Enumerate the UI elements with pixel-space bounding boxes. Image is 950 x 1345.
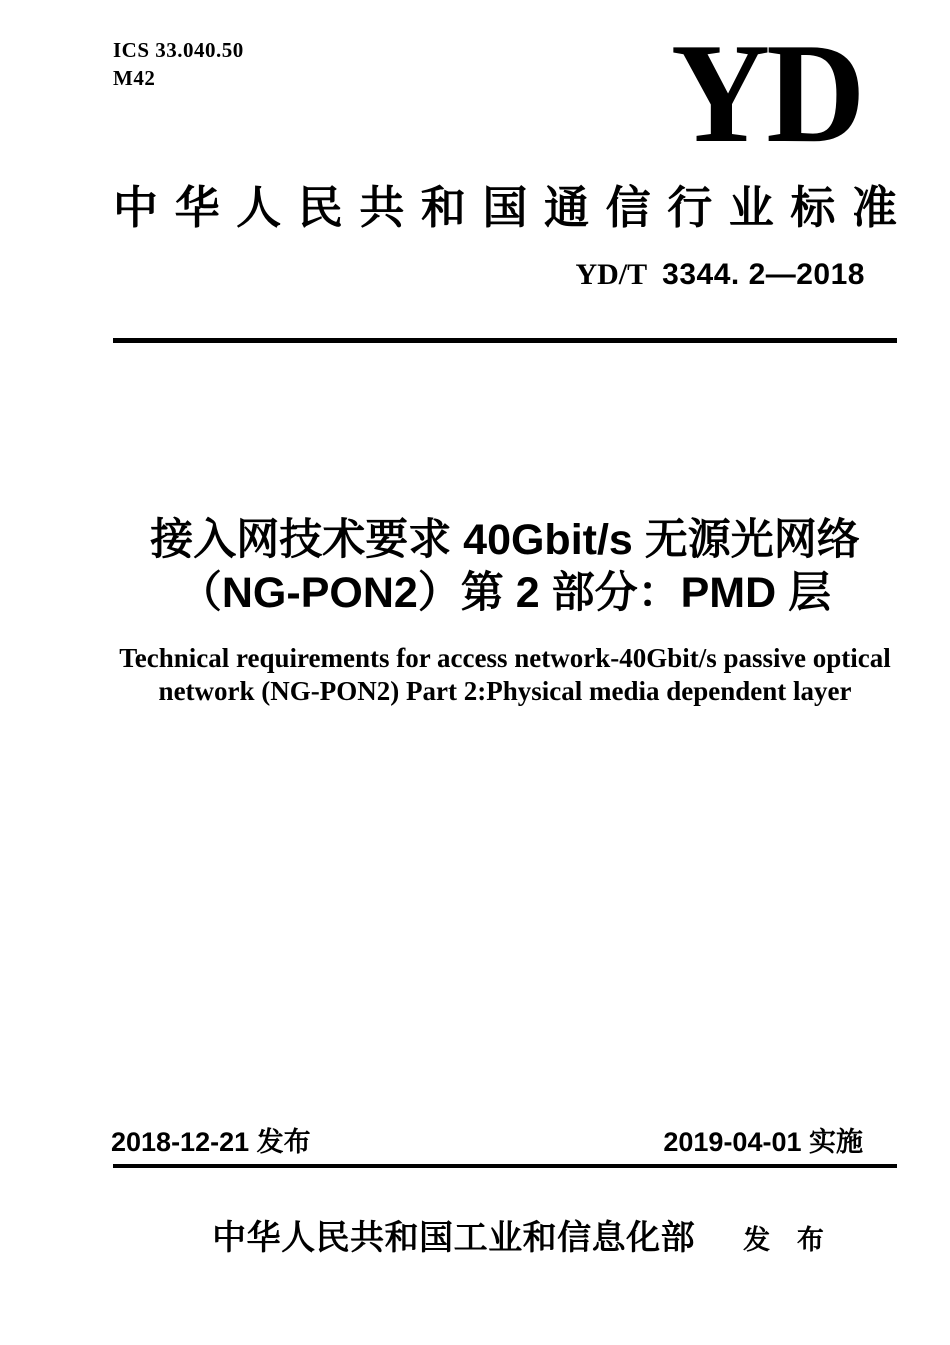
classification-code: M42 — [113, 66, 156, 90]
heading-char: 业 — [728, 182, 774, 233]
english-title-line2: network (NG-PON2) Part 2:Physical media dependent layer — [158, 676, 852, 706]
publisher-row — [131, 1218, 915, 1259]
heading-char: 人 — [236, 182, 282, 233]
heading-char: 华 — [174, 182, 220, 233]
publisher-name: 中华人民共和国工业和信息化部 — [212, 1220, 696, 1257]
chinese-title-line1: 接入网技术要求 40Gbit/s 无源光网络 — [150, 516, 860, 564]
heading-char: 和 — [420, 182, 466, 233]
heading-char: 通 — [544, 182, 590, 233]
publish-label: 发 布 — [743, 1225, 834, 1255]
national-standard-heading — [113, 184, 897, 234]
heading-char: 信 — [605, 182, 651, 233]
heading-char: 国 — [482, 182, 528, 233]
heading-char: 标 — [790, 182, 836, 233]
top-rule — [113, 338, 897, 343]
ics-code: ICS 33.040.50 — [113, 38, 244, 62]
issue-date: 2018-12-21 发布 — [111, 1127, 311, 1157]
heading-char: 民 — [297, 182, 343, 233]
bottom-rule — [113, 1164, 897, 1168]
heading-char: 共 — [359, 182, 405, 233]
yd-logo: YD — [671, 14, 862, 172]
heading-char: 中 — [113, 182, 159, 233]
english-title — [83, 642, 927, 708]
implement-date: 2019-04-01 实施 — [663, 1127, 863, 1157]
heading-char: 准 — [851, 182, 897, 233]
dates-row — [111, 1126, 863, 1158]
chinese-title — [83, 514, 927, 620]
standard-number-value: 3344. 2—2018 — [662, 258, 865, 291]
standard-number — [575, 258, 865, 292]
standard-number-prefix: YD/T — [575, 258, 648, 291]
ics-block — [113, 36, 244, 92]
chinese-title-line2: （NG-PON2）第 2 部分：PMD 层 — [178, 569, 832, 617]
english-title-line1: Technical requirements for access network-40Gbit/s passive optical — [119, 643, 891, 673]
heading-char: 行 — [667, 182, 713, 233]
